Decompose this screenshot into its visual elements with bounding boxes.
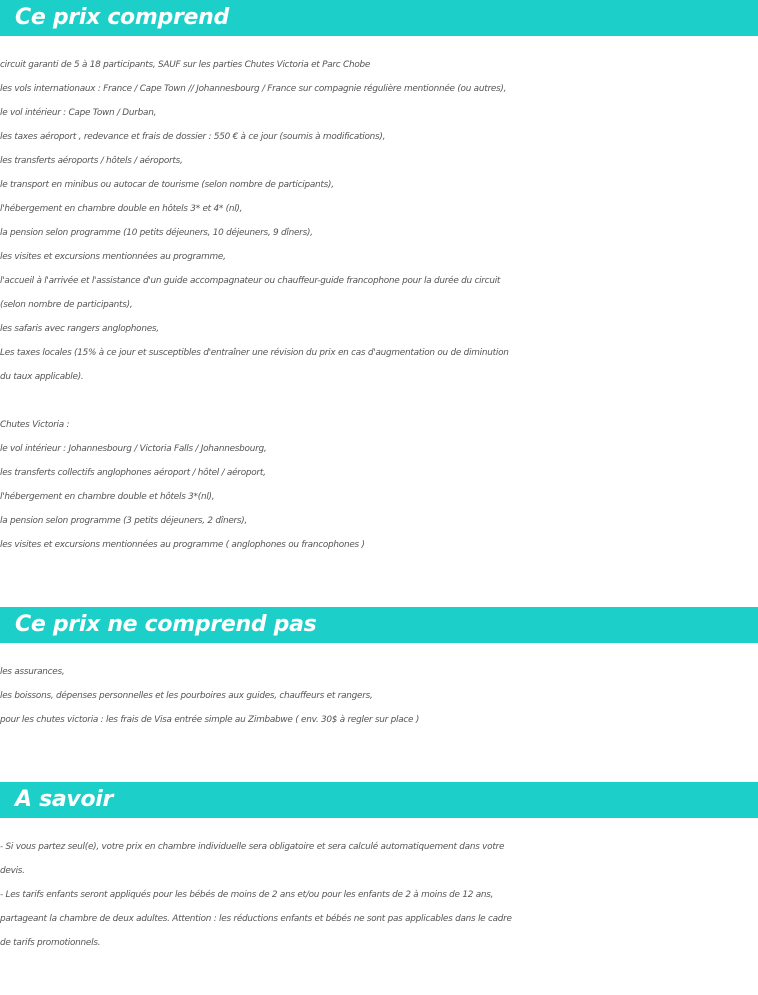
info-list <box>0 835 758 955</box>
included-line: la pension selon programme (10 petits déjeuners, 10 déjeuners, 9 dîners), <box>0 228 313 238</box>
included-line: le vol intérieur : Cape Town / Durban, <box>0 108 157 118</box>
section-header-info <box>0 782 758 818</box>
excluded-line: les assurances, <box>0 667 65 677</box>
info-line: - Les tarifs enfants seront appliqués pour les bébés de moins de 2 ans et/ou pour les enfants de 2 à moins de 12 ans, <box>0 890 494 900</box>
victoria-line: l'hébergement en chambre double et hôtels 3*(nl), <box>0 492 215 502</box>
spacer <box>0 389 758 413</box>
victoria-line: la pension selon programme (3 petits déjeuners, 2 dîners), <box>0 516 248 526</box>
included-line: l'accueil à l'arrivée et l'assistance d'un guide accompagnateur ou chauffeur-guide francophone pour la durée du circuit <box>0 276 501 286</box>
included-line: du taux applicable). <box>0 372 84 382</box>
info-line: - Si vous partez seul(e), votre prix en chambre individuelle sera obligatoire et sera calculé automatiquement dans votre <box>0 842 505 852</box>
victoria-heading: Chutes Victoria : <box>0 420 70 430</box>
included-line: (selon nombre de participants), <box>0 300 133 310</box>
victoria-line: les visites et excursions mentionnées au programme ( anglophones ou francophones ) <box>0 540 365 550</box>
info-line: de tarifs promotionnels. <box>0 938 101 948</box>
excluded-list <box>0 660 758 732</box>
included-line: les taxes aéroport , redevance et frais de dossier : 550 € à ce jour (soumis à modifications), <box>0 132 386 142</box>
included-line: les vols internationaux : France / Cape Town // Johannesbourg / France sur compagnie régulière mentionnée (ou autres), <box>0 84 507 94</box>
section-header-excluded <box>0 607 758 643</box>
info-line: partageant la chambre de deux adultes. Attention : les réductions enfants et bébés ne sont pas applicables dans le cadre <box>0 914 512 924</box>
section-header-included <box>0 0 758 36</box>
included-line: les transferts aéroports / hôtels / aéroports, <box>0 156 183 166</box>
included-line: les safaris avec rangers anglophones, <box>0 324 159 334</box>
included-line: l'hébergement en chambre double en hôtels 3* et 4* (nl), <box>0 204 243 214</box>
included-line: les visites et excursions mentionnées au programme, <box>0 252 226 262</box>
victoria-line: les transferts collectifs anglophones aéroport / hôtel / aéroport, <box>0 468 266 478</box>
included-line: circuit garanti de 5 à 18 participants, SAUF sur les parties Chutes Victoria et Parc Chobe <box>0 60 371 70</box>
excluded-line: pour les chutes victoria : les frais de Visa entrée simple au Zimbabwe ( env. 30$ à regler sur place ) <box>0 715 420 725</box>
victoria-line: le vol intérieur : Johannesbourg / Victoria Falls / Johannesbourg, <box>0 444 267 454</box>
excluded-line: les boissons, dépenses personnelles et les pourboires aux guides, chauffeurs et rangers, <box>0 691 373 701</box>
section-title-included: Ce prix comprend <box>15 5 229 30</box>
info-line: devis. <box>0 866 25 876</box>
section-title-excluded: Ce prix ne comprend pas <box>15 612 317 637</box>
section-title-info: A savoir <box>15 787 114 812</box>
included-list <box>0 53 758 557</box>
included-line: Les taxes locales (15% à ce jour et susceptibles d'entraîner une révision du prix en cas d'augmentation ou de diminution <box>0 348 509 358</box>
included-line: le transport en minibus ou autocar de tourisme (selon nombre de participants), <box>0 180 334 190</box>
